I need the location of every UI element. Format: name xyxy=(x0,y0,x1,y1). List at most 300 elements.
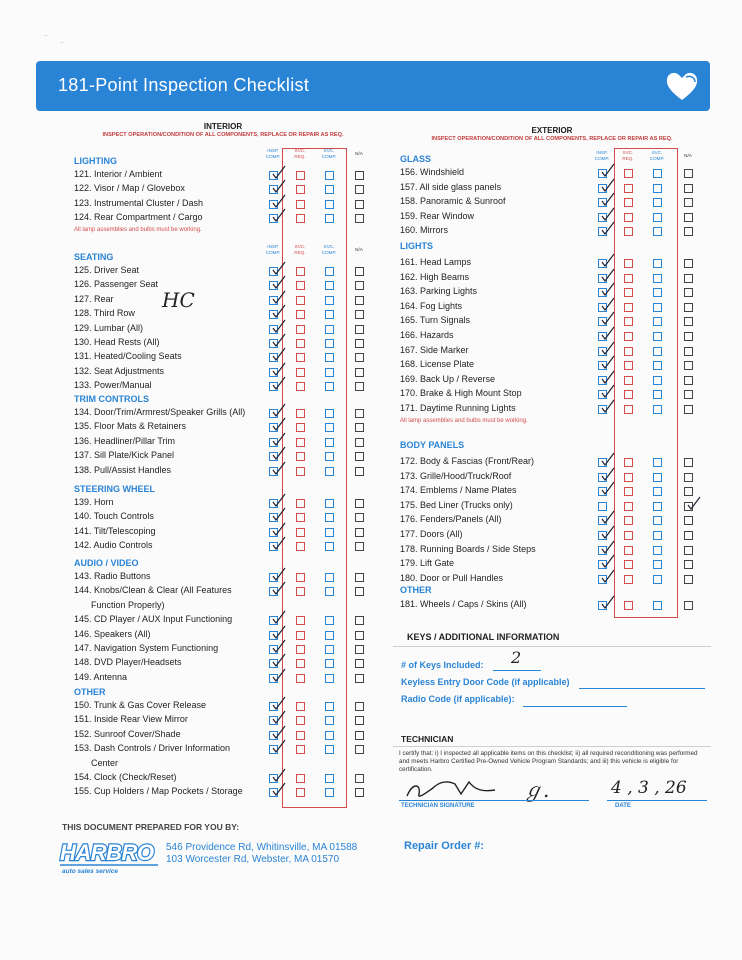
column-header-line: INSP. xyxy=(596,150,608,155)
na-checkbox[interactable] xyxy=(684,303,693,312)
check-mark-icon xyxy=(272,403,286,417)
column-header-line: COMP. xyxy=(649,155,665,161)
na-checkbox[interactable] xyxy=(684,361,693,370)
svc-req-checkbox[interactable] xyxy=(624,546,633,555)
check-mark-icon xyxy=(601,163,615,177)
column-header-line: INSP. xyxy=(267,148,279,153)
na-checkbox[interactable] xyxy=(684,274,693,283)
column-header-line: REQ. xyxy=(294,153,306,159)
na-checkbox[interactable] xyxy=(355,382,364,391)
checklist-item xyxy=(74,168,374,182)
keyless-code-field[interactable] xyxy=(579,688,705,689)
column-header-line: REQ. xyxy=(622,155,634,161)
check-mark-icon xyxy=(272,261,286,275)
column-header-svc-comp xyxy=(318,244,340,255)
na-checkbox[interactable] xyxy=(355,616,364,625)
svc-comp-checkbox[interactable] xyxy=(325,325,334,334)
svc-req-checkbox[interactable] xyxy=(296,452,305,461)
na-checkbox[interactable] xyxy=(355,214,364,223)
svc-req-checkbox[interactable] xyxy=(624,487,633,496)
check-mark-icon xyxy=(272,179,286,193)
category-heading: STEERING WHEEL xyxy=(74,484,156,494)
checklist-item xyxy=(74,671,374,685)
svc-comp-checkbox[interactable] xyxy=(653,473,662,482)
checklist-item xyxy=(74,699,374,713)
column-header-line: COMP. xyxy=(321,153,337,159)
na-checkbox[interactable] xyxy=(355,171,364,180)
svc-req-checkbox[interactable] xyxy=(296,296,305,305)
svc-comp-checkbox[interactable] xyxy=(653,213,662,222)
item-label: 125. Driver Seat xyxy=(74,265,140,275)
na-checkbox[interactable] xyxy=(355,788,364,797)
radio-code-field[interactable] xyxy=(523,706,627,707)
checklist-item xyxy=(74,197,374,211)
na-checkbox[interactable] xyxy=(355,325,364,334)
na-checkbox[interactable] xyxy=(684,473,693,482)
svc-comp-checkbox[interactable] xyxy=(653,198,662,207)
svc-req-checkbox[interactable] xyxy=(624,601,633,610)
svc-req-checkbox[interactable] xyxy=(624,198,633,207)
scribble-mark: — xyxy=(44,32,48,39)
na-checkbox[interactable] xyxy=(355,339,364,348)
checklist-item-continuation xyxy=(74,757,374,771)
svc-comp-checkbox[interactable] xyxy=(325,542,334,551)
svc-req-checkbox[interactable] xyxy=(296,409,305,418)
svc-req-checkbox[interactable] xyxy=(296,438,305,447)
svc-req-checkbox[interactable] xyxy=(624,169,633,178)
svc-req-checkbox[interactable] xyxy=(296,310,305,319)
checklist-item xyxy=(74,379,374,393)
na-checkbox[interactable] xyxy=(355,310,364,319)
item-label: 141. Tilt/Telescoping xyxy=(74,525,156,536)
svc-comp-checkbox[interactable] xyxy=(325,423,334,432)
svc-comp-checkbox[interactable] xyxy=(653,303,662,312)
na-checkbox[interactable] xyxy=(684,546,693,555)
svc-req-checkbox[interactable] xyxy=(624,361,633,370)
svc-req-checkbox[interactable] xyxy=(296,542,305,551)
svc-req-checkbox[interactable] xyxy=(296,513,305,522)
svc-comp-checkbox[interactable] xyxy=(325,200,334,209)
item-label: 169. Back Up / Reverse xyxy=(400,373,496,384)
item-label: 129. Lumbar (All) xyxy=(74,322,144,333)
svc-req-checkbox[interactable] xyxy=(624,376,633,385)
svc-comp-checkbox[interactable] xyxy=(653,390,662,399)
na-checkbox[interactable] xyxy=(355,513,364,522)
svc-comp-checkbox[interactable] xyxy=(325,716,334,725)
na-checkbox[interactable] xyxy=(355,573,364,582)
svc-comp-checkbox[interactable] xyxy=(653,274,662,283)
check-mark-icon xyxy=(272,581,286,595)
interior-heading: INTERIOR xyxy=(203,122,243,131)
na-checkbox[interactable] xyxy=(684,169,693,178)
harbro-logo xyxy=(58,836,162,876)
svc-comp-checkbox[interactable] xyxy=(325,281,334,290)
svc-comp-checkbox[interactable] xyxy=(325,499,334,508)
na-checkbox[interactable] xyxy=(355,409,364,418)
checklist-item xyxy=(400,210,700,224)
na-checkbox[interactable] xyxy=(355,296,364,305)
svc-req-checkbox[interactable] xyxy=(624,213,633,222)
svc-comp-checkbox[interactable] xyxy=(325,788,334,797)
checklist-item xyxy=(74,525,374,539)
na-checkbox[interactable] xyxy=(684,288,693,297)
num-keys-line xyxy=(493,670,541,671)
svc-comp-checkbox[interactable] xyxy=(653,227,662,236)
checklist-item xyxy=(400,543,700,557)
svc-req-checkbox[interactable] xyxy=(296,382,305,391)
checklist-item xyxy=(400,224,700,238)
column-header-line: COMP. xyxy=(321,249,337,255)
svc-req-checkbox[interactable] xyxy=(624,332,633,341)
svc-comp-checkbox[interactable] xyxy=(325,296,334,305)
svc-comp-checkbox[interactable] xyxy=(653,546,662,555)
svc-comp-checkbox[interactable] xyxy=(653,347,662,356)
check-mark-icon xyxy=(272,668,286,682)
na-checkbox[interactable] xyxy=(355,716,364,725)
na-checkbox[interactable] xyxy=(684,332,693,341)
svc-req-checkbox[interactable] xyxy=(624,531,633,540)
svc-req-checkbox[interactable] xyxy=(296,200,305,209)
svc-comp-checkbox[interactable] xyxy=(653,487,662,496)
na-checkbox[interactable] xyxy=(355,587,364,596)
keys-title: KEYS / ADDITIONAL INFORMATION xyxy=(407,632,560,642)
svc-req-checkbox[interactable] xyxy=(296,281,305,290)
checklist-item xyxy=(74,278,374,292)
check-mark-icon xyxy=(601,341,615,355)
svc-req-checkbox[interactable] xyxy=(296,573,305,582)
item-label: 149. Antenna xyxy=(74,671,128,682)
na-checkbox[interactable] xyxy=(684,560,693,569)
na-checkbox[interactable] xyxy=(355,467,364,476)
checklist-item xyxy=(400,528,700,542)
na-checkbox[interactable] xyxy=(355,659,364,668)
na-checkbox[interactable] xyxy=(355,353,364,362)
svc-req-checkbox[interactable] xyxy=(296,325,305,334)
check-mark-icon xyxy=(272,696,286,710)
check-mark-icon xyxy=(272,432,286,446)
signature-line xyxy=(399,800,589,801)
na-checkbox[interactable] xyxy=(684,259,693,268)
item-label: 146. Speakers (All) xyxy=(74,628,151,639)
svc-req-checkbox[interactable] xyxy=(624,303,633,312)
svc-comp-checkbox[interactable] xyxy=(325,438,334,447)
svc-comp-checkbox[interactable] xyxy=(653,184,662,193)
interior-panel xyxy=(66,118,380,812)
check-mark-icon xyxy=(272,610,286,624)
svc-comp-checkbox[interactable] xyxy=(653,288,662,297)
item-label: 158. Panoramic & Sunroof xyxy=(400,196,506,207)
item-label: 155. Cup Holders / Map Pockets / Storage xyxy=(74,786,243,797)
column-header-svc-req xyxy=(289,148,311,159)
checklist-item xyxy=(400,166,700,180)
checklist-item xyxy=(400,484,700,498)
checklist-item xyxy=(74,264,374,278)
item-label: 161. Head Lamps xyxy=(400,257,472,267)
checklist-item xyxy=(400,455,700,469)
svc-comp-checkbox[interactable] xyxy=(325,171,334,180)
checklist-item xyxy=(400,329,700,343)
na-checkbox[interactable] xyxy=(684,601,693,610)
svc-comp-checkbox[interactable] xyxy=(653,458,662,467)
category-heading: OTHER xyxy=(400,585,432,595)
svc-req-checkbox[interactable] xyxy=(624,347,633,356)
na-checkbox[interactable] xyxy=(684,347,693,356)
checklist-item xyxy=(400,300,700,314)
svc-comp-checkbox[interactable] xyxy=(325,573,334,582)
svc-comp-checkbox[interactable] xyxy=(325,185,334,194)
svc-req-checkbox[interactable] xyxy=(624,390,633,399)
na-checkbox[interactable] xyxy=(355,774,364,783)
svc-req-checkbox[interactable] xyxy=(296,774,305,783)
na-checkbox[interactable] xyxy=(355,731,364,740)
na-checkbox[interactable] xyxy=(355,745,364,754)
check-mark-icon xyxy=(601,268,615,282)
svc-comp-checkbox[interactable] xyxy=(653,376,662,385)
svc-comp-checkbox[interactable] xyxy=(653,516,662,525)
na-checkbox[interactable] xyxy=(355,423,364,432)
svc-comp-checkbox[interactable] xyxy=(325,467,334,476)
column-header-svc-req xyxy=(289,244,311,255)
svc-comp-checkbox[interactable] xyxy=(653,259,662,268)
item-label: 167. Side Marker xyxy=(400,344,469,355)
check-mark-icon xyxy=(601,355,615,369)
svc-comp-checkbox[interactable] xyxy=(325,702,334,711)
svc-comp-checkbox[interactable] xyxy=(325,353,334,362)
na-checkbox[interactable] xyxy=(355,542,364,551)
item-label: 173. Grille/Hood/Truck/Roof xyxy=(400,470,512,481)
item-label: 157. All side glass panels xyxy=(400,181,502,192)
svc-req-checkbox[interactable] xyxy=(624,274,633,283)
na-checkbox[interactable] xyxy=(684,516,693,525)
svc-req-checkbox[interactable] xyxy=(296,674,305,683)
svc-req-checkbox[interactable] xyxy=(296,788,305,797)
svc-comp-checkbox[interactable] xyxy=(653,560,662,569)
svc-req-checkbox[interactable] xyxy=(296,368,305,377)
na-checkbox[interactable] xyxy=(355,452,364,461)
na-checkbox[interactable] xyxy=(355,267,364,276)
column-header-na: N/A xyxy=(355,247,363,252)
na-checkbox[interactable] xyxy=(684,575,693,584)
technician-title: TECHNICIAN xyxy=(401,734,454,744)
svc-comp-checkbox[interactable] xyxy=(325,528,334,537)
divider xyxy=(393,646,711,647)
svc-comp-checkbox[interactable] xyxy=(653,169,662,178)
svc-req-checkbox[interactable] xyxy=(296,185,305,194)
na-checkbox[interactable] xyxy=(355,499,364,508)
technician-signature[interactable] xyxy=(403,772,513,802)
svc-req-checkbox[interactable] xyxy=(296,659,305,668)
check-mark-icon xyxy=(272,347,286,361)
check-mark-icon xyxy=(601,297,615,311)
svc-req-checkbox[interactable] xyxy=(624,516,633,525)
item-label: 142. Audio Controls xyxy=(74,540,153,551)
svc-comp-checkbox[interactable] xyxy=(653,361,662,370)
svc-comp-checkbox[interactable] xyxy=(325,731,334,740)
svc-req-checkbox[interactable] xyxy=(624,458,633,467)
svc-comp-checkbox[interactable] xyxy=(653,502,662,511)
svc-req-checkbox[interactable] xyxy=(296,745,305,754)
item-label: 165. Turn Signals xyxy=(400,315,471,326)
na-checkbox[interactable] xyxy=(355,368,364,377)
check-mark-icon xyxy=(272,567,286,581)
svc-comp-checkbox[interactable] xyxy=(325,631,334,640)
check-mark-icon xyxy=(601,282,615,296)
svc-comp-checkbox[interactable] xyxy=(325,616,334,625)
checklist-item xyxy=(400,470,700,484)
svc-comp-checkbox[interactable] xyxy=(325,267,334,276)
na-checkbox[interactable] xyxy=(684,227,693,236)
column-header-line: SVC. xyxy=(294,148,306,153)
svc-comp-checkbox[interactable] xyxy=(325,774,334,783)
item-label: 168. License Plate xyxy=(400,359,475,370)
check-mark-icon xyxy=(272,461,286,475)
svc-req-checkbox[interactable] xyxy=(624,405,633,414)
item-label: 147. Navigation System Functioning xyxy=(74,643,219,653)
logo-wordmark: HARBRO xyxy=(60,840,154,865)
check-mark-icon xyxy=(272,625,286,639)
corner-scribble xyxy=(44,32,64,46)
svc-comp-checkbox[interactable] xyxy=(653,601,662,610)
svc-comp-checkbox[interactable] xyxy=(325,659,334,668)
checklist-item xyxy=(74,584,374,598)
na-checkbox[interactable] xyxy=(684,184,693,193)
svc-req-checkbox[interactable] xyxy=(296,631,305,640)
svc-req-checkbox[interactable] xyxy=(296,499,305,508)
na-checkbox[interactable] xyxy=(355,200,364,209)
svc-req-checkbox[interactable] xyxy=(624,502,633,511)
na-checkbox[interactable] xyxy=(684,213,693,222)
svc-req-checkbox[interactable] xyxy=(296,616,305,625)
svc-comp-checkbox[interactable] xyxy=(325,368,334,377)
svc-comp-checkbox[interactable] xyxy=(325,310,334,319)
svc-req-checkbox[interactable] xyxy=(296,467,305,476)
svc-comp-checkbox[interactable] xyxy=(325,214,334,223)
svc-comp-checkbox[interactable] xyxy=(325,409,334,418)
na-checkbox[interactable] xyxy=(684,458,693,467)
svc-comp-checkbox[interactable] xyxy=(653,531,662,540)
na-checkbox[interactable] xyxy=(355,645,364,654)
svc-req-checkbox[interactable] xyxy=(296,645,305,654)
svc-req-checkbox[interactable] xyxy=(296,214,305,223)
svc-req-checkbox[interactable] xyxy=(296,587,305,596)
na-checkbox[interactable] xyxy=(355,631,364,640)
item-label: 181. Wheels / Caps / Skins (All) xyxy=(400,599,527,609)
date-value[interactable]: 4 , 3 , 26 xyxy=(611,778,687,798)
checklist-item xyxy=(400,499,700,513)
svc-req-checkbox[interactable] xyxy=(296,353,305,362)
na-checkbox[interactable] xyxy=(355,438,364,447)
svc-comp-checkbox[interactable] xyxy=(325,513,334,522)
na-checkbox[interactable] xyxy=(684,376,693,385)
checklist-item xyxy=(74,510,374,524)
svc-req-checkbox[interactable] xyxy=(296,171,305,180)
svc-req-checkbox[interactable] xyxy=(296,423,305,432)
svc-req-checkbox[interactable] xyxy=(296,702,305,711)
svc-req-checkbox[interactable] xyxy=(624,184,633,193)
svc-req-checkbox[interactable] xyxy=(296,716,305,725)
na-checkbox[interactable] xyxy=(684,405,693,414)
na-checkbox[interactable] xyxy=(355,528,364,537)
svc-comp-checkbox[interactable] xyxy=(653,332,662,341)
na-checkbox[interactable] xyxy=(355,185,364,194)
checklist-item xyxy=(74,570,374,584)
na-checkbox[interactable] xyxy=(684,198,693,207)
column-header-line: SVC. xyxy=(651,150,663,155)
checklist-item xyxy=(400,181,700,195)
checklist-item xyxy=(74,406,374,420)
checklist-item xyxy=(74,785,374,799)
column-header-line: COMP. xyxy=(265,153,281,159)
svc-req-checkbox[interactable] xyxy=(624,560,633,569)
exterior-heading: EXTERIOR xyxy=(531,126,573,135)
column-header-line: SVC. xyxy=(294,244,306,249)
svc-req-checkbox[interactable] xyxy=(296,528,305,537)
check-mark-icon xyxy=(687,496,701,510)
checklist-item xyxy=(74,322,374,336)
checklist-item xyxy=(74,449,374,463)
svc-comp-checkbox[interactable] xyxy=(325,645,334,654)
category-heading: LIGHTING xyxy=(74,156,117,166)
check-mark-icon xyxy=(601,540,615,554)
svc-req-checkbox[interactable] xyxy=(624,288,633,297)
item-label: 162. High Beams xyxy=(400,271,470,282)
svc-req-checkbox[interactable] xyxy=(296,339,305,348)
na-checkbox[interactable] xyxy=(684,317,693,326)
check-mark-icon xyxy=(272,290,286,304)
svc-req-checkbox[interactable] xyxy=(296,731,305,740)
svc-comp-checkbox[interactable] xyxy=(325,587,334,596)
na-checkbox[interactable] xyxy=(355,281,364,290)
svc-comp-checkbox[interactable] xyxy=(653,405,662,414)
svc-req-checkbox[interactable] xyxy=(296,267,305,276)
svc-req-checkbox[interactable] xyxy=(624,575,633,584)
checklist-item xyxy=(74,628,374,642)
svc-comp-checkbox[interactable] xyxy=(325,745,334,754)
column-header-line: SVC. xyxy=(323,244,335,249)
checklist-item xyxy=(74,307,374,321)
svc-comp-checkbox[interactable] xyxy=(325,382,334,391)
column-header-line: COMP. xyxy=(594,155,610,161)
category-heading: LIGHTS xyxy=(400,241,433,251)
item-label: 180. Door or Pull Handles xyxy=(400,572,504,583)
checklist-item xyxy=(400,285,700,299)
svc-req-checkbox[interactable] xyxy=(624,227,633,236)
svc-req-checkbox[interactable] xyxy=(624,317,633,326)
checklist-item xyxy=(400,344,700,358)
svc-comp-checkbox[interactable] xyxy=(653,317,662,326)
item-label: 130. Head Rests (All) xyxy=(74,337,160,347)
svc-comp-checkbox[interactable] xyxy=(325,452,334,461)
na-checkbox[interactable] xyxy=(355,702,364,711)
svc-req-checkbox[interactable] xyxy=(624,259,633,268)
svc-comp-checkbox[interactable] xyxy=(653,575,662,584)
svc-req-checkbox[interactable] xyxy=(624,473,633,482)
checklist-item xyxy=(400,387,700,401)
column-header-line: COMP. xyxy=(265,249,281,255)
checklist-item xyxy=(74,211,374,225)
svc-comp-checkbox[interactable] xyxy=(325,339,334,348)
na-checkbox[interactable] xyxy=(684,390,693,399)
na-checkbox[interactable] xyxy=(355,674,364,683)
checklist-item xyxy=(400,402,700,416)
svc-comp-checkbox[interactable] xyxy=(325,674,334,683)
column-header-line: REQ. xyxy=(294,249,306,255)
na-checkbox[interactable] xyxy=(684,531,693,540)
item-label: 132. Seat Adjustments xyxy=(74,365,165,376)
num-keys-value[interactable]: 2 xyxy=(511,648,522,667)
signature-mark: ℊ. xyxy=(523,778,550,802)
category-note: All lamp assemblies and bulbs must be working. xyxy=(400,417,528,424)
